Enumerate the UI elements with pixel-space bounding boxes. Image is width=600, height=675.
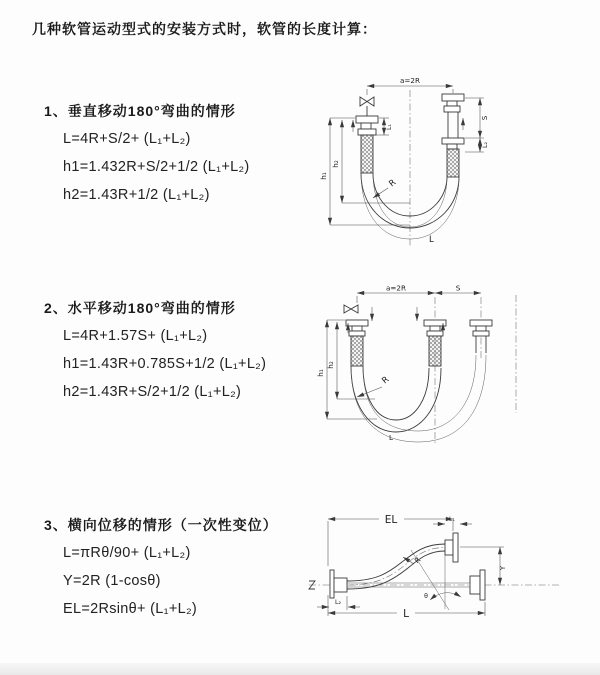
dim-label-s: S (480, 115, 489, 121)
length-label: L (429, 235, 434, 245)
scan-edge-shade (0, 663, 600, 675)
dim-label-l1: L₁ (449, 516, 455, 523)
dimension-lines (317, 514, 507, 620)
formula-h2: h2=1.43R+1/2 (L₁+L₂) (63, 187, 210, 203)
radius-label: R (412, 555, 423, 566)
dimension-lines (316, 284, 481, 443)
dim-label-a2r: a=2R (386, 283, 406, 293)
formula-h1: h1=1.432R+S/2+1/2 (L₁+L₂) (63, 159, 250, 175)
dim-label-a2r: a=2R (400, 76, 420, 85)
valve-symbol (344, 305, 358, 313)
theta-label: θ (424, 593, 428, 600)
page-title: 几种软管运动型式的安装方式时，软管的长度计算： (32, 21, 377, 37)
length-label: L (389, 433, 394, 442)
formula-EL: EL=2Rsinθ+ (L₁+L₂) (63, 601, 198, 617)
dim-label-l1: L₁ (386, 124, 393, 130)
dim-label-h2: h₂ (331, 160, 340, 168)
diagram-vertical-180-bend (315, 72, 530, 254)
diagram-lateral-displacement (303, 500, 568, 640)
formula-L: L=4R+1.57S+ (L₁+L₂) (63, 328, 208, 344)
section-1-heading: 1、垂直移动180°弯曲的情形 (44, 103, 236, 119)
dim-label-s: S (455, 283, 461, 293)
section-2 (44, 300, 266, 412)
hose-curves (351, 355, 486, 442)
formula-h1: h1=1.43R+0.785S+1/2 (L₁+L₂) (63, 356, 267, 372)
pipe-fittings (346, 320, 492, 366)
dim-label-h1: h₁ (316, 369, 325, 377)
dim-label-el: EL (384, 514, 398, 526)
diagram-horizontal-180-bend (315, 283, 540, 451)
section-3 (44, 517, 278, 629)
length-label: L (403, 608, 409, 620)
section-1 (44, 103, 250, 215)
formula-h2: h2=1.43R+S/2+1/2 (L₁+L₂) (63, 384, 242, 400)
hose-curves (347, 544, 445, 589)
dim-label-y: Y (498, 565, 507, 571)
radius-label: R (380, 374, 392, 387)
section-3-heading: 3、横向位移的情形（一次性变位） (44, 517, 278, 533)
section-2-heading: 2、水平移动180°弯曲的情形 (44, 300, 236, 316)
valve-symbol (360, 97, 374, 116)
dim-label-h2: h₂ (326, 361, 335, 369)
dim-label-l2: L₂ (482, 142, 489, 148)
radius-label: R (387, 177, 399, 190)
formula-L: L=πRθ/90+ (L₁+L₂) (63, 545, 191, 561)
dim-label-l2: L₂ (335, 599, 341, 606)
formula-Y: Y=2R (1-cosθ) (63, 573, 161, 589)
formula-L: L=4R+S/2+ (L₁+L₂) (63, 131, 191, 147)
pipe-fittings (330, 533, 485, 600)
dim-label-h1: h₁ (319, 172, 328, 180)
